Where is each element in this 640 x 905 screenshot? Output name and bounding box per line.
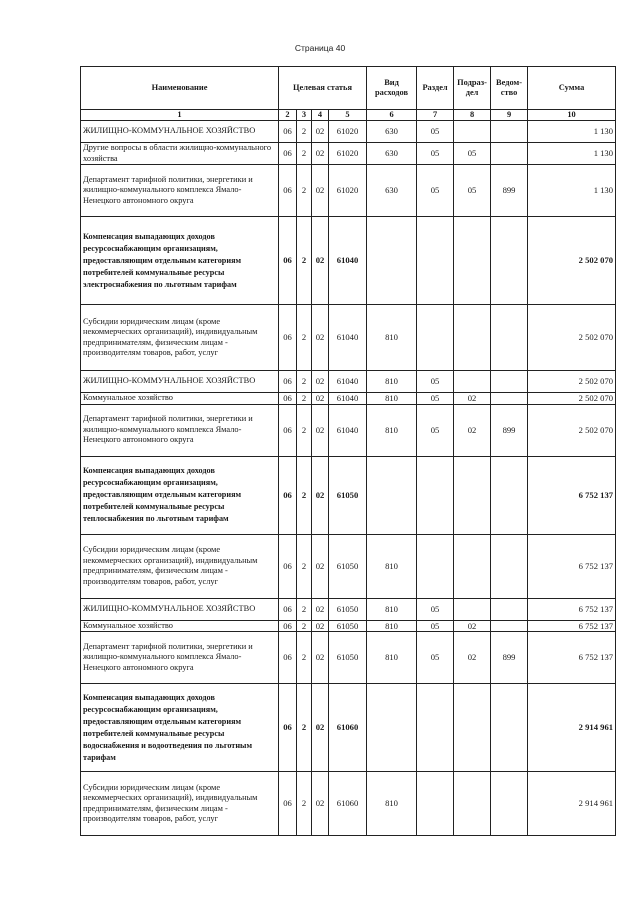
cell-amount: 2 502 070	[528, 393, 616, 405]
row-name: ЖИЛИЩНО-КОММУНАЛЬНОЕ ХОЗЯЙСТВО	[83, 376, 256, 386]
cell-subsection	[454, 456, 491, 534]
cell-section	[417, 305, 454, 371]
cell-subsection	[454, 305, 491, 371]
cell-section: 05	[417, 598, 454, 620]
cell-amount: 2 502 070	[528, 404, 616, 456]
table-row	[81, 620, 616, 632]
cell-target-code: 61040	[329, 371, 367, 393]
row-name-cell	[81, 305, 279, 371]
cell-amount: 2 914 961	[528, 684, 616, 772]
table-row	[81, 371, 616, 393]
cell-target-code: 61060	[329, 684, 367, 772]
cell-subsection	[454, 772, 491, 836]
cell-expense-type: 630	[367, 165, 417, 217]
cell-target-part-1: 06	[279, 393, 297, 405]
table-row	[81, 404, 616, 456]
cell-target-part-1: 06	[279, 404, 297, 456]
cell-expense-type: 810	[367, 772, 417, 836]
cell-target-code: 61020	[329, 143, 367, 165]
cell-amount: 6 752 137	[528, 598, 616, 620]
row-name: Департамент тарифной политики, энергетики и жилищно-коммунального комплекса Ямало-Ненецкого автономного округа	[83, 174, 253, 205]
row-name: Субсидии юридическим лицам (кроме некоммерческих организаций), индивидуальным предпринимателям, физическим лицам - производителям товаров, работ, услуг	[83, 782, 258, 824]
header-row	[81, 67, 616, 110]
cell-target-part-2: 2	[297, 534, 312, 598]
cell-target-code: 61040	[329, 404, 367, 456]
cell-department: 899	[491, 632, 528, 684]
cell-target-part-1: 06	[279, 632, 297, 684]
cell-target-code: 61060	[329, 772, 367, 836]
cell-target-part-3: 02	[312, 305, 329, 371]
header-department: Ведом-ство	[491, 67, 528, 110]
row-name-cell	[81, 598, 279, 620]
cell-target-part-2: 2	[297, 456, 312, 534]
row-name-cell	[81, 456, 279, 534]
row-name-cell	[81, 371, 279, 393]
cell-expense-type: 810	[367, 598, 417, 620]
row-name-cell	[81, 404, 279, 456]
cell-section: 05	[417, 121, 454, 143]
cell-target-part-1: 06	[279, 598, 297, 620]
row-name: Компенсация выпадающих доходов ресурсоснабжающим организациям, предоставляющим отдельным категориям потребителей коммунальные ресурсы теплоснабжения по льготным тарифам	[83, 466, 242, 524]
cell-amount: 6 752 137	[528, 534, 616, 598]
cell-target-code: 61040	[329, 393, 367, 405]
column-number: 8	[454, 110, 491, 121]
table-row	[81, 121, 616, 143]
header-name: Наименование	[81, 67, 279, 110]
cell-expense-type: 810	[367, 620, 417, 632]
cell-target-part-1: 06	[279, 456, 297, 534]
cell-section: 05	[417, 165, 454, 217]
cell-target-part-3: 02	[312, 620, 329, 632]
cell-expense-type: 810	[367, 534, 417, 598]
cell-amount: 2 914 961	[528, 772, 616, 836]
cell-section	[417, 534, 454, 598]
column-number: 4	[312, 110, 329, 121]
row-name-cell	[81, 684, 279, 772]
row-name-cell	[81, 632, 279, 684]
cell-target-code: 61050	[329, 534, 367, 598]
cell-subsection	[454, 121, 491, 143]
row-name: Коммунальное хозяйство	[83, 393, 173, 403]
cell-target-part-3: 02	[312, 632, 329, 684]
cell-target-part-1: 06	[279, 305, 297, 371]
cell-section: 05	[417, 371, 454, 393]
cell-section	[417, 684, 454, 772]
cell-target-code: 61020	[329, 121, 367, 143]
cell-section: 05	[417, 393, 454, 405]
table-row	[81, 772, 616, 836]
cell-target-part-1: 06	[279, 121, 297, 143]
cell-amount: 1 130	[528, 143, 616, 165]
cell-section: 05	[417, 143, 454, 165]
cell-target-part-3: 02	[312, 772, 329, 836]
table-body	[81, 121, 616, 836]
row-name-cell	[81, 393, 279, 405]
cell-department	[491, 121, 528, 143]
cell-target-code: 61020	[329, 165, 367, 217]
column-number-row	[81, 110, 616, 121]
cell-target-part-2: 2	[297, 632, 312, 684]
column-number: 1	[81, 110, 279, 121]
table-row	[81, 456, 616, 534]
cell-department	[491, 393, 528, 405]
cell-subsection: 05	[454, 143, 491, 165]
cell-target-part-3: 02	[312, 121, 329, 143]
table-row	[81, 305, 616, 371]
row-name: Компенсация выпадающих доходов ресурсоснабжающим организациям, предоставляющим отдельным категориям потребителей коммунальные ресурсы электроснабжения по льготным тарифам	[83, 231, 242, 289]
cell-target-part-1: 06	[279, 165, 297, 217]
cell-target-part-1: 06	[279, 684, 297, 772]
table-row	[81, 143, 616, 165]
cell-target-part-1: 06	[279, 371, 297, 393]
cell-subsection	[454, 598, 491, 620]
cell-section: 05	[417, 620, 454, 632]
header-expense-type: Вид расходов	[367, 67, 417, 110]
cell-amount: 1 130	[528, 165, 616, 217]
cell-target-part-2: 2	[297, 598, 312, 620]
cell-expense-type	[367, 217, 417, 305]
header-subsection: Подраз-дел	[454, 67, 491, 110]
cell-target-part-2: 2	[297, 393, 312, 405]
table-row	[81, 165, 616, 217]
cell-subsection: 05	[454, 165, 491, 217]
cell-target-part-3: 02	[312, 534, 329, 598]
cell-target-part-1: 06	[279, 217, 297, 305]
cell-section: 05	[417, 404, 454, 456]
cell-target-part-3: 02	[312, 165, 329, 217]
cell-target-part-3: 02	[312, 371, 329, 393]
cell-department	[491, 534, 528, 598]
table-row	[81, 393, 616, 405]
cell-expense-type: 810	[367, 404, 417, 456]
cell-subsection	[454, 534, 491, 598]
header-target-article: Целевая статья	[279, 67, 367, 110]
cell-target-part-2: 2	[297, 217, 312, 305]
cell-subsection: 02	[454, 393, 491, 405]
cell-target-part-2: 2	[297, 404, 312, 456]
row-name-cell	[81, 772, 279, 836]
cell-department: 899	[491, 165, 528, 217]
cell-target-code: 61050	[329, 620, 367, 632]
column-number: 7	[417, 110, 454, 121]
cell-target-part-2: 2	[297, 165, 312, 217]
table-row	[81, 632, 616, 684]
row-name-cell	[81, 121, 279, 143]
cell-amount: 6 752 137	[528, 456, 616, 534]
cell-department	[491, 620, 528, 632]
cell-subsection	[454, 684, 491, 772]
cell-section	[417, 217, 454, 305]
cell-target-part-3: 02	[312, 393, 329, 405]
cell-target-part-3: 02	[312, 456, 329, 534]
cell-target-code: 61050	[329, 456, 367, 534]
cell-expense-type: 630	[367, 143, 417, 165]
column-number: 10	[528, 110, 616, 121]
row-name: ЖИЛИЩНО-КОММУНАЛЬНОЕ ХОЗЯЙСТВО	[83, 603, 256, 613]
cell-target-part-3: 02	[312, 404, 329, 456]
cell-expense-type: 630	[367, 121, 417, 143]
row-name: Компенсация выпадающих доходов ресурсоснабжающим организациям, предоставляющим отдельным категориям потребителей коммунальные ресурсы водоснабжения и водоотведения по льготным тарифам	[83, 692, 253, 762]
cell-subsection	[454, 371, 491, 393]
cell-amount: 6 752 137	[528, 620, 616, 632]
cell-target-part-3: 02	[312, 217, 329, 305]
cell-section	[417, 772, 454, 836]
cell-amount: 1 130	[528, 121, 616, 143]
cell-amount: 6 752 137	[528, 632, 616, 684]
row-name: Субсидии юридическим лицам (кроме некоммерческих организаций), индивидуальным предпринимателям, физическим лицам - производителям товаров, работ, услуг	[83, 316, 258, 357]
cell-target-part-3: 02	[312, 598, 329, 620]
cell-department	[491, 684, 528, 772]
table-row	[81, 598, 616, 620]
table-row	[81, 684, 616, 772]
cell-department: 899	[491, 404, 528, 456]
cell-subsection	[454, 217, 491, 305]
cell-subsection: 02	[454, 620, 491, 632]
cell-target-code: 61050	[329, 632, 367, 684]
row-name: Департамент тарифной политики, энергетики и жилищно-коммунального комплекса Ямало-Ненецкого автономного округа	[83, 642, 253, 672]
row-name: ЖИЛИЩНО-КОММУНАЛЬНОЕ ХОЗЯЙСТВО	[83, 126, 256, 136]
cell-target-part-1: 06	[279, 620, 297, 632]
cell-expense-type: 810	[367, 371, 417, 393]
cell-department	[491, 217, 528, 305]
row-name-cell	[81, 143, 279, 165]
row-name-cell	[81, 217, 279, 305]
cell-target-part-1: 06	[279, 772, 297, 836]
header-amount: Сумма	[528, 67, 616, 110]
cell-subsection: 02	[454, 404, 491, 456]
cell-target-part-2: 2	[297, 305, 312, 371]
table-row	[81, 534, 616, 598]
cell-expense-type: 810	[367, 393, 417, 405]
cell-target-part-2: 2	[297, 684, 312, 772]
cell-target-part-3: 02	[312, 684, 329, 772]
row-name: Департамент тарифной политики, энергетики и жилищно-коммунального комплекса Ямало-Ненецкого автономного округа	[83, 414, 253, 445]
column-number: 5	[329, 110, 367, 121]
cell-target-code: 61040	[329, 217, 367, 305]
row-name-cell	[81, 620, 279, 632]
cell-expense-type: 810	[367, 632, 417, 684]
cell-target-part-2: 2	[297, 620, 312, 632]
cell-department	[491, 371, 528, 393]
cell-amount: 2 502 070	[528, 371, 616, 393]
row-name: Субсидии юридическим лицам (кроме некоммерческих организаций), индивидуальным предпринимателям, физическим лицам - производителям товаров, работ, услуг	[83, 545, 258, 586]
column-number: 9	[491, 110, 528, 121]
cell-subsection: 02	[454, 632, 491, 684]
column-number: 3	[297, 110, 312, 121]
cell-department	[491, 456, 528, 534]
row-name: Другие вопросы в области жилищно-коммунального хозяйства	[83, 143, 272, 163]
row-name-cell	[81, 534, 279, 598]
cell-expense-type: 810	[367, 305, 417, 371]
cell-target-part-1: 06	[279, 534, 297, 598]
table-row	[81, 217, 616, 305]
cell-target-code: 61040	[329, 305, 367, 371]
cell-target-part-2: 2	[297, 772, 312, 836]
cell-target-part-2: 2	[297, 121, 312, 143]
row-name: Коммунальное хозяйство	[83, 620, 173, 630]
cell-amount: 2 502 070	[528, 217, 616, 305]
cell-section	[417, 456, 454, 534]
cell-department	[491, 305, 528, 371]
cell-target-code: 61050	[329, 598, 367, 620]
header-section: Раздел	[417, 67, 454, 110]
cell-target-part-2: 2	[297, 371, 312, 393]
row-name-cell	[81, 165, 279, 217]
cell-expense-type	[367, 456, 417, 534]
cell-department	[491, 143, 528, 165]
page-header: Страница 40	[294, 43, 346, 53]
cell-target-part-3: 02	[312, 143, 329, 165]
cell-department	[491, 772, 528, 836]
cell-target-part-2: 2	[297, 143, 312, 165]
cell-section: 05	[417, 632, 454, 684]
budget-table	[80, 66, 616, 836]
column-number: 6	[367, 110, 417, 121]
cell-amount: 2 502 070	[528, 305, 616, 371]
cell-expense-type	[367, 684, 417, 772]
cell-target-part-1: 06	[279, 143, 297, 165]
cell-department	[491, 598, 528, 620]
column-number: 2	[279, 110, 297, 121]
